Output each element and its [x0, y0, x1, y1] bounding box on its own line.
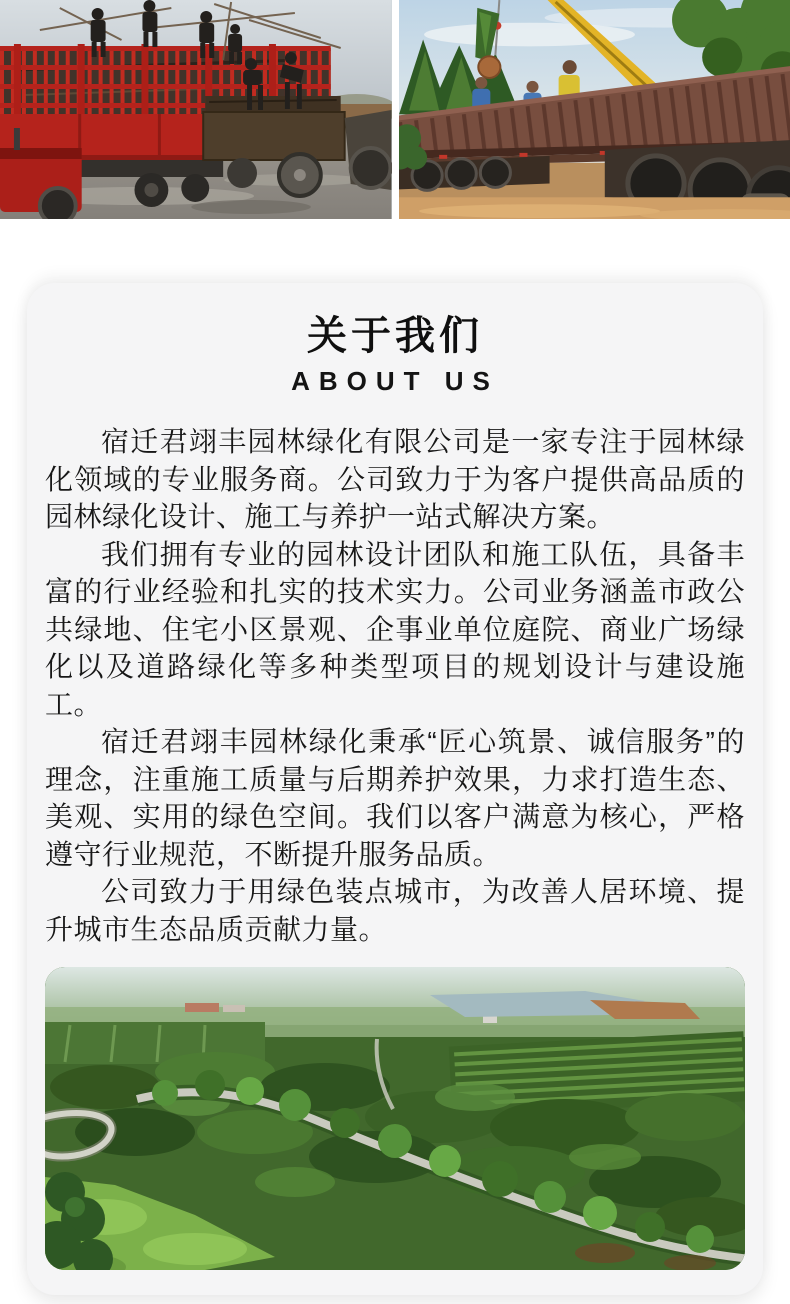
about-paragraph-4: 公司致力于用绿色装点城市，为改善人居环境、提升城市生态品质贡献力量。	[45, 876, 745, 945]
nursery-aerial-photo	[45, 967, 745, 1270]
about-paragraph-1: 宿迁君翊丰园林绿化有限公司是一家专注于园林绿化领域的专业服务商。公司致力于为客户提供高品质的园林绿化设计、施工与养护一站式解决方案。	[45, 426, 745, 532]
crane-loading-photo	[399, 0, 790, 219]
about-subtitle: ABOUT US	[291, 366, 499, 396]
crane-loading-illustration	[399, 0, 790, 219]
about-card	[27, 283, 763, 1295]
about-text	[45, 423, 745, 948]
truck-loading-photo	[0, 0, 392, 219]
about-paragraph-2: 我们拥有专业的园林设计团队和施工队伍，具备丰富的行业经验和扎实的技术实力。公司业务涵盖市政公共绿地、住宅小区景观、企事业单位庭院、商业广场绿化以及道路绿化等多种类型项目的规划设计与建设施工。	[45, 538, 745, 720]
about-paragraph-3: 宿迁君翊丰园林绿化秉承“匠心筑景、诚信服务”的理念，注重施工质量与后期养护效果，力求打造生态、美观、实用的绿色空间。我们以客户满意为核心，严格遵守行业规范，不断提升服务品质。	[45, 726, 745, 870]
about-title: 关于我们	[307, 314, 483, 358]
truck-loading-illustration	[0, 0, 392, 219]
photo-gallery	[0, 0, 790, 219]
nursery-aerial-illustration	[45, 967, 745, 1270]
